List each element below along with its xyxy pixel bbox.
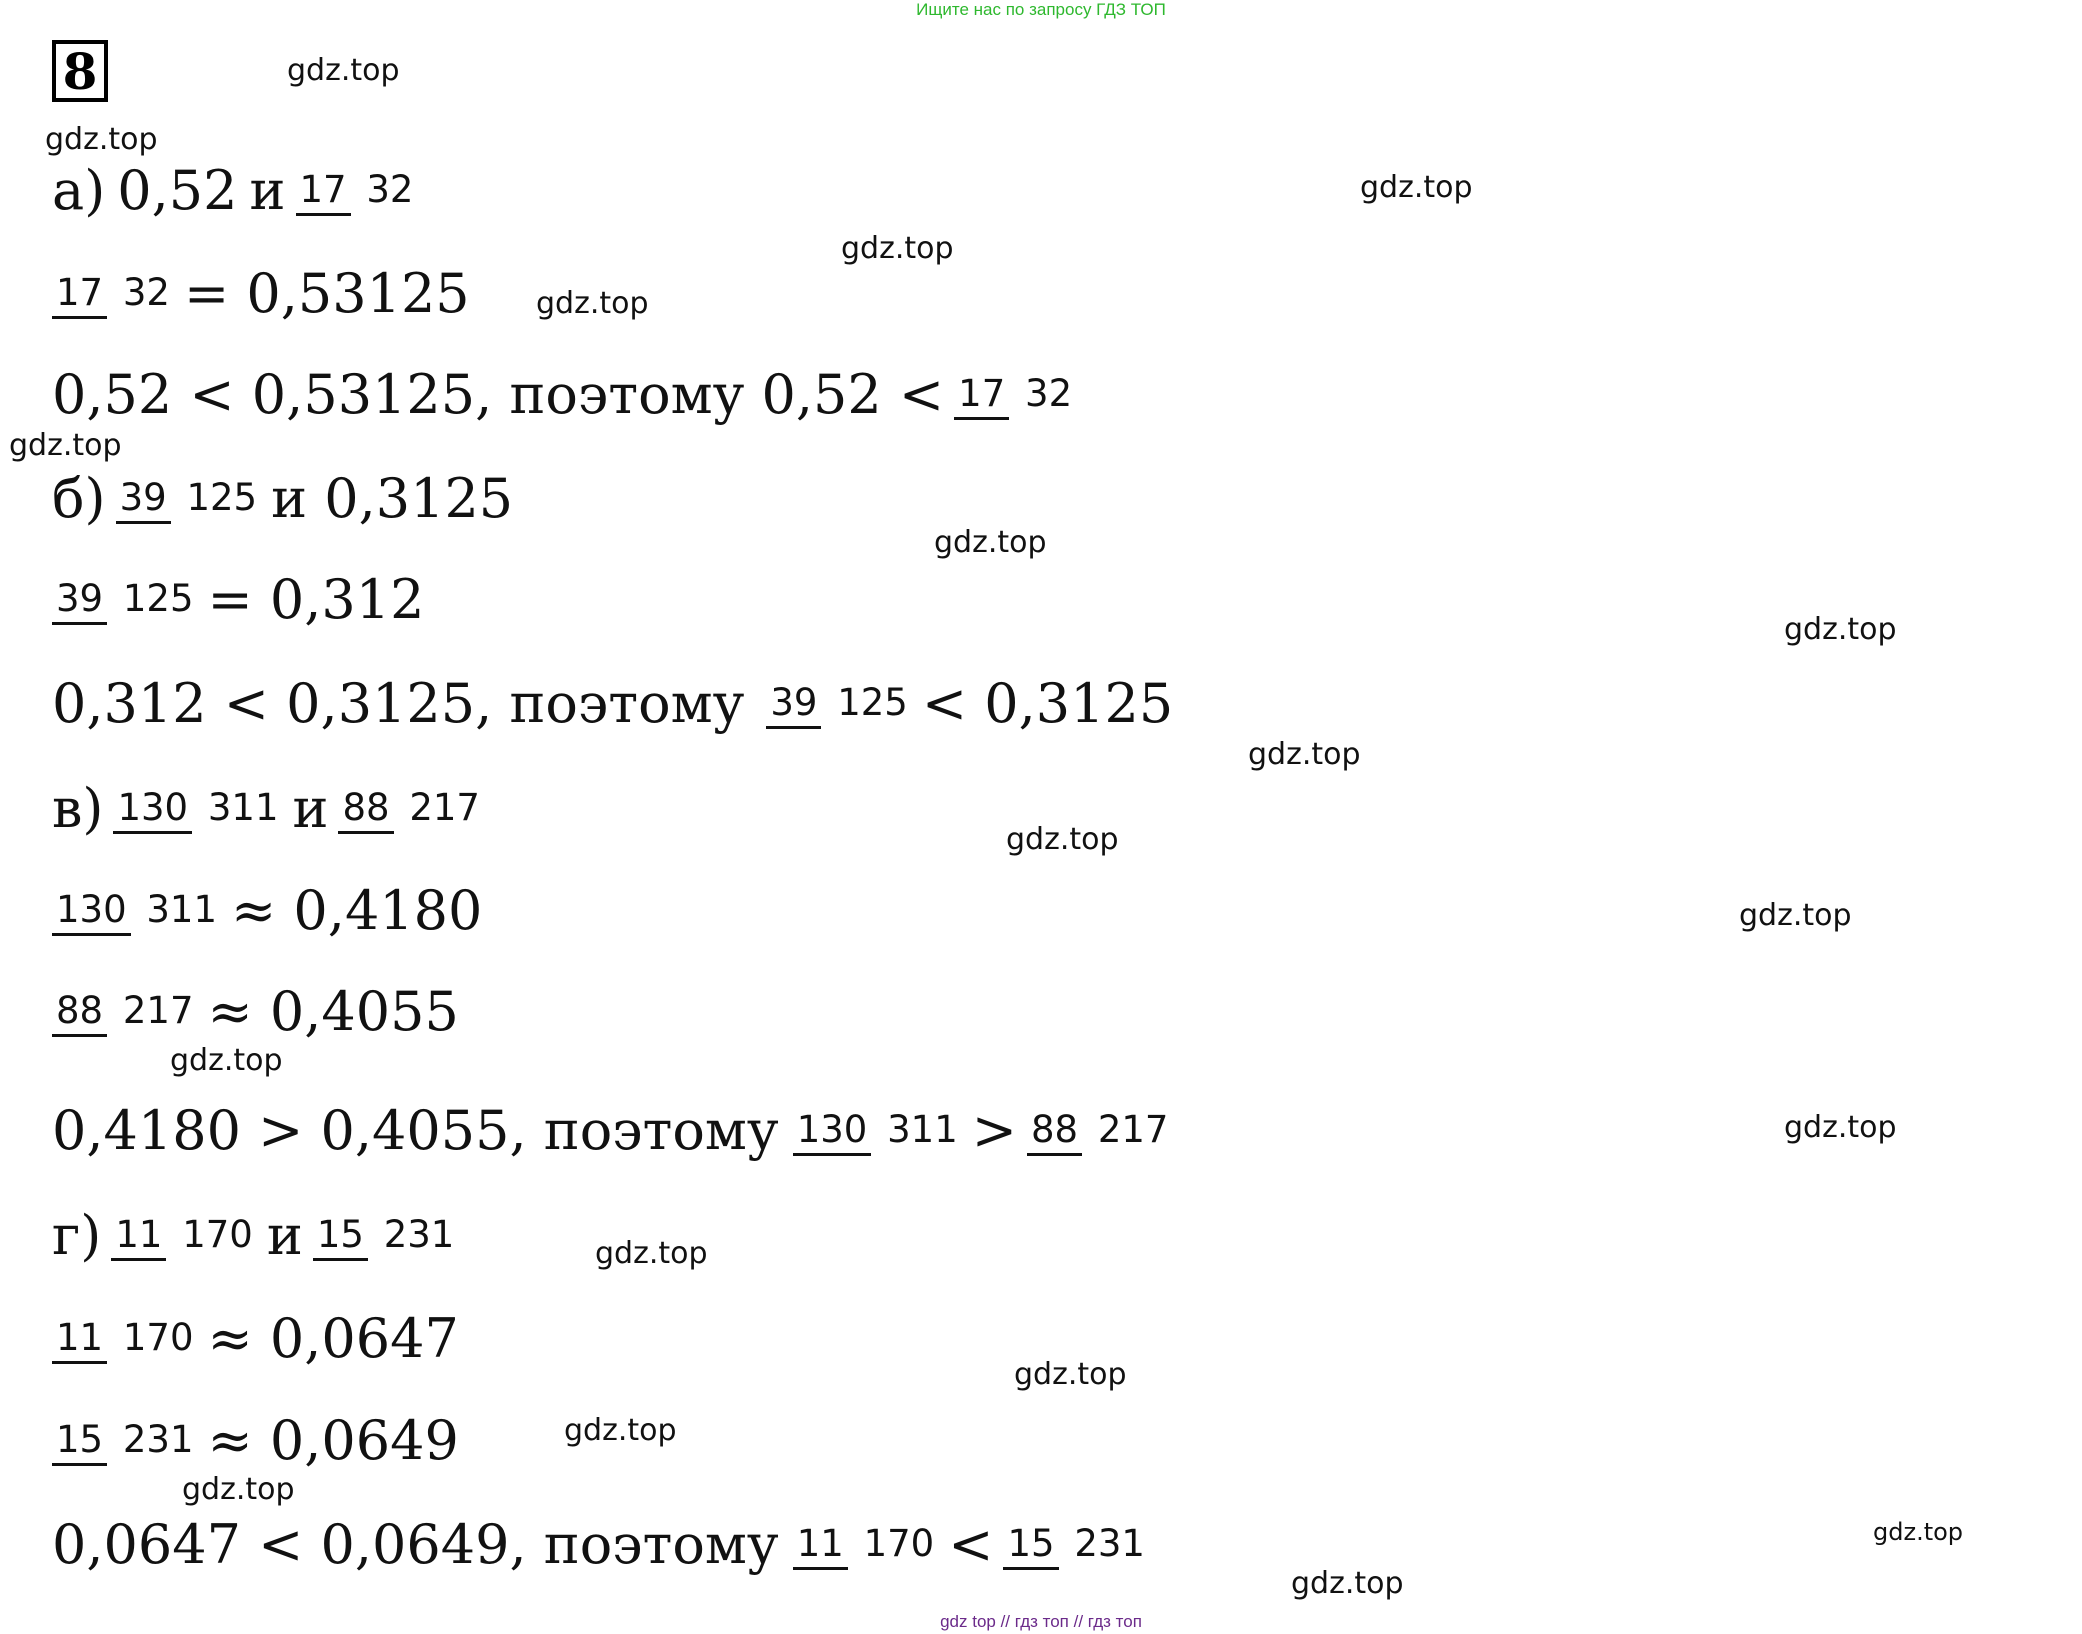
numerator: 17 — [954, 372, 1009, 420]
expression: ≈ 0,0647 — [207, 1306, 459, 1370]
expression: = 0,312 — [207, 567, 425, 631]
numerator: 11 — [111, 1213, 166, 1261]
fraction — [52, 989, 197, 1033]
numerator: 15 — [52, 1418, 107, 1466]
denominator: 217 — [1097, 1108, 1169, 1152]
solution-line-a-task — [52, 140, 427, 240]
watermark: gdz.top — [564, 1413, 677, 1448]
conjunction: и — [266, 1203, 303, 1267]
expression: < 0,3125 — [921, 671, 1174, 735]
site-header-banner: Ищите нас по запросу ГДЗ ТОП — [916, 0, 1166, 19]
denominator: 231 — [383, 1213, 455, 1257]
watermark: gdz.top — [1248, 737, 1361, 772]
numerator: 15 — [313, 1213, 368, 1261]
denominator: 170 — [863, 1522, 935, 1566]
numerator: 17 — [296, 168, 351, 216]
solution-line-conclusion — [52, 1080, 1182, 1180]
solution-line-b-task — [52, 448, 513, 548]
solution-line — [52, 1288, 459, 1388]
solution-line-v-task — [52, 758, 494, 858]
fraction — [111, 1213, 256, 1257]
site-footer: gdz top // гдз топ // гдз топ — [940, 1612, 1142, 1631]
solution-line-g-task — [52, 1185, 468, 1285]
expression: и 0,3125 — [271, 466, 514, 530]
watermark: gdz.top — [1873, 1518, 1964, 1546]
part-label: г) — [52, 1203, 102, 1267]
fraction — [954, 372, 1076, 416]
fraction — [338, 786, 483, 830]
part-label: в) — [52, 776, 104, 840]
watermark: gdz.top — [182, 1472, 295, 1507]
fraction — [52, 1316, 197, 1360]
fraction — [313, 1213, 458, 1257]
watermark: gdz.top — [1739, 898, 1852, 933]
numerator: 39 — [766, 681, 821, 729]
decimal-value: 0,52 — [117, 158, 238, 222]
solution-line — [52, 243, 470, 343]
fraction — [52, 271, 174, 315]
numerator: 39 — [116, 476, 171, 524]
denominator: 311 — [207, 786, 279, 830]
watermark: gdz.top — [536, 286, 649, 321]
expression: ≈ 0,4055 — [207, 979, 459, 1043]
denominator: 32 — [122, 271, 170, 315]
expression: = 0,53125 — [183, 261, 470, 325]
conjunction: и — [249, 158, 286, 222]
watermark: gdz.top — [595, 1236, 708, 1271]
solution-line — [52, 549, 425, 649]
solution-line — [52, 1390, 459, 1490]
part-label: а) — [52, 158, 106, 222]
part-label: б) — [52, 466, 106, 530]
expression: 0,52 < 0,53125, поэтому 0,52 < — [52, 362, 945, 426]
expression: 0,0647 < 0,0649, поэтому — [52, 1512, 779, 1576]
fraction — [52, 888, 221, 932]
fraction — [793, 1108, 962, 1152]
watermark: gdz.top — [287, 53, 400, 88]
denominator: 231 — [122, 1418, 194, 1462]
watermark: gdz.top — [45, 122, 158, 157]
denominator: 170 — [182, 1213, 253, 1257]
solution-line-conclusion — [52, 1494, 1159, 1594]
expression: ≈ 0,4180 — [231, 878, 483, 942]
fraction — [1027, 1108, 1172, 1152]
watermark: gdz.top — [934, 525, 1047, 560]
numerator: 17 — [52, 271, 107, 319]
denominator: 170 — [122, 1316, 194, 1360]
expression: 0,4180 > 0,4055, поэтому — [52, 1098, 779, 1162]
watermark: gdz.top — [1006, 822, 1119, 857]
numerator: 88 — [52, 989, 107, 1037]
comparison-operator: < — [948, 1512, 994, 1576]
solution-line-conclusion — [52, 653, 1173, 753]
fraction — [52, 577, 197, 621]
watermark: gdz.top — [1291, 1566, 1404, 1601]
expression: ≈ 0,0649 — [207, 1408, 459, 1472]
watermark: gdz.top — [1014, 1357, 1127, 1392]
fraction — [116, 476, 261, 520]
fraction — [793, 1522, 938, 1566]
numerator: 130 — [793, 1108, 872, 1156]
denominator: 125 — [186, 476, 258, 520]
numerator: 88 — [1027, 1108, 1082, 1156]
watermark: gdz.top — [170, 1043, 283, 1078]
numerator: 130 — [113, 786, 192, 834]
numerator: 88 — [338, 786, 393, 834]
denominator: 231 — [1074, 1522, 1145, 1566]
fraction — [52, 1418, 197, 1462]
solution-line-conclusion — [52, 344, 1086, 444]
numerator: 15 — [1003, 1522, 1058, 1570]
watermark: gdz.top — [1360, 170, 1473, 205]
solution-line — [52, 860, 482, 960]
fraction — [113, 786, 282, 830]
denominator: 125 — [837, 681, 908, 725]
numerator: 130 — [52, 888, 131, 936]
comparison-operator: > — [971, 1098, 1017, 1162]
fraction — [1003, 1522, 1148, 1566]
numerator: 11 — [52, 1316, 107, 1364]
denominator: 311 — [887, 1108, 958, 1152]
denominator: 32 — [1025, 372, 1073, 416]
watermark: gdz.top — [1784, 1110, 1897, 1145]
denominator: 217 — [122, 989, 194, 1033]
watermark: gdz.top — [1784, 612, 1897, 647]
conjunction: и — [292, 776, 329, 840]
watermark: gdz.top — [9, 428, 122, 463]
watermark: gdz.top — [841, 231, 954, 266]
expression: 0,312 < 0,3125, поэтому — [52, 671, 745, 735]
solution-line — [52, 961, 459, 1061]
denominator: 125 — [122, 577, 194, 621]
task-number-box: 8 — [52, 40, 108, 102]
fraction — [766, 681, 911, 725]
numerator: 39 — [52, 577, 107, 625]
fraction — [296, 168, 418, 212]
denominator: 32 — [366, 168, 414, 212]
denominator: 311 — [146, 888, 218, 932]
denominator: 217 — [409, 786, 480, 830]
numerator: 11 — [793, 1522, 848, 1570]
